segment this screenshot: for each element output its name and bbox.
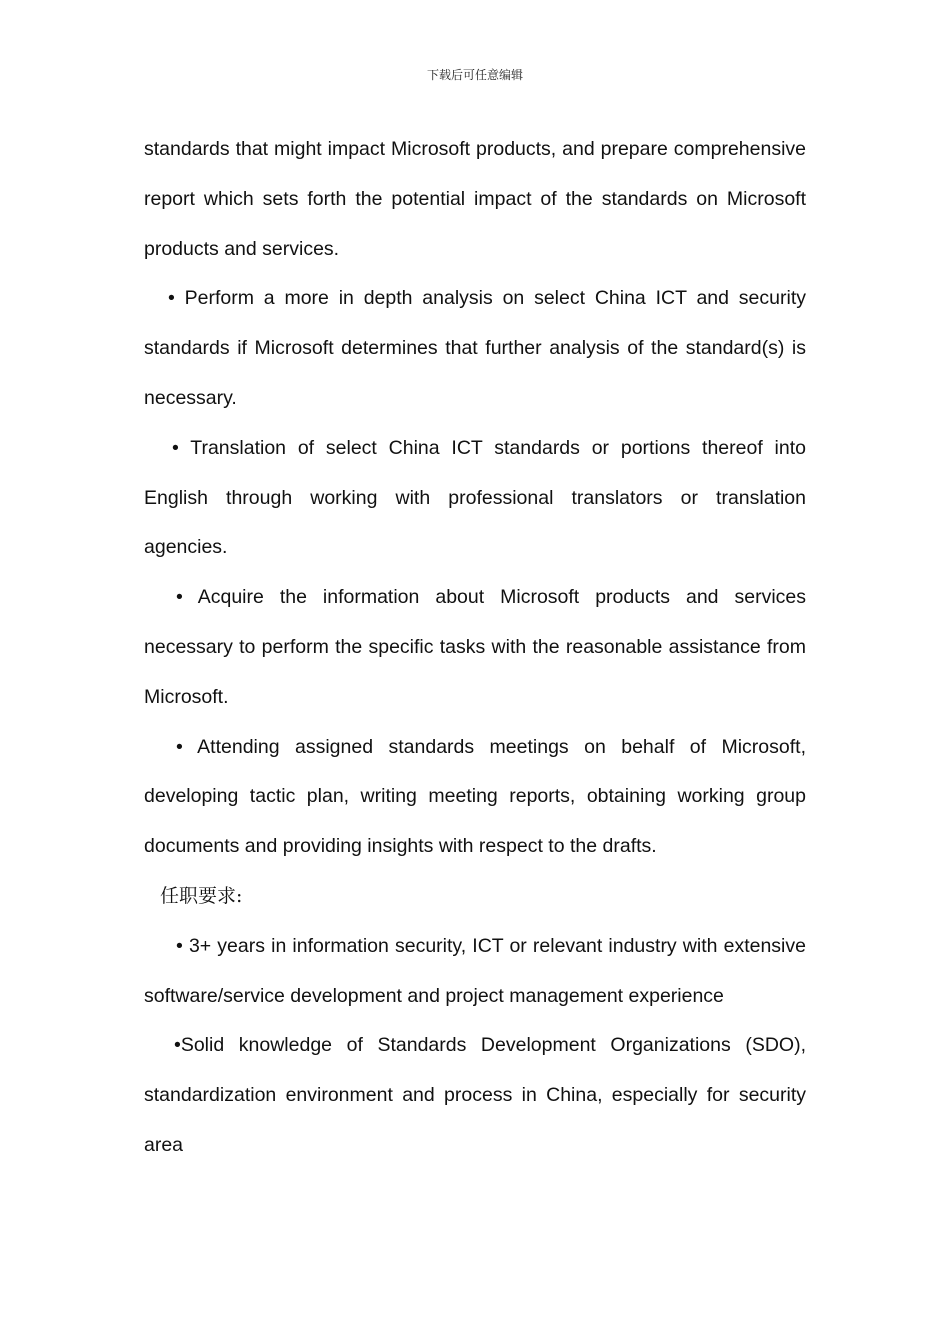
bullet-attending-meetings: • Attending assigned standards meetings on behalf of Microsoft, developing tactic plan, writing meeting reports, obtaining working group documents and providing insights with respect to the drafts.	[144, 735, 806, 858]
bullet-translation: • Translation of select China ICT standards or portions thereof into English through working with professional translators or translation agencies.	[144, 436, 806, 559]
page-header: 下载后可任意编辑	[426, 68, 523, 82]
document-body	[144, 125, 806, 1171]
requirements-heading: 任职要求:	[160, 884, 243, 907]
bullet-acquire-information: • Acquire the information about Microsoft products and services necessary to perform the specific tasks with the reasonable assistance from Microsoft.	[144, 586, 806, 708]
requirement-experience: • 3+ years in information security, ICT or relevant industry with extensive software/service development and project management experience	[144, 934, 806, 1007]
paragraph-continuation: standards that might impact Microsoft products, and prepare comprehensive report which sets forth the potential impact of the standards on Microsoft products and services.	[144, 138, 806, 260]
bullet-in-depth-analysis: • Perform a more in depth analysis on select China ICT and security standards if Microsoft determines that further analysis of the standard(s) is necessary.	[144, 287, 806, 409]
requirement-sdo-knowledge: •Solid knowledge of Standards Development Organizations (SDO), standardization environment and process in China, especially for security area	[144, 1034, 806, 1156]
